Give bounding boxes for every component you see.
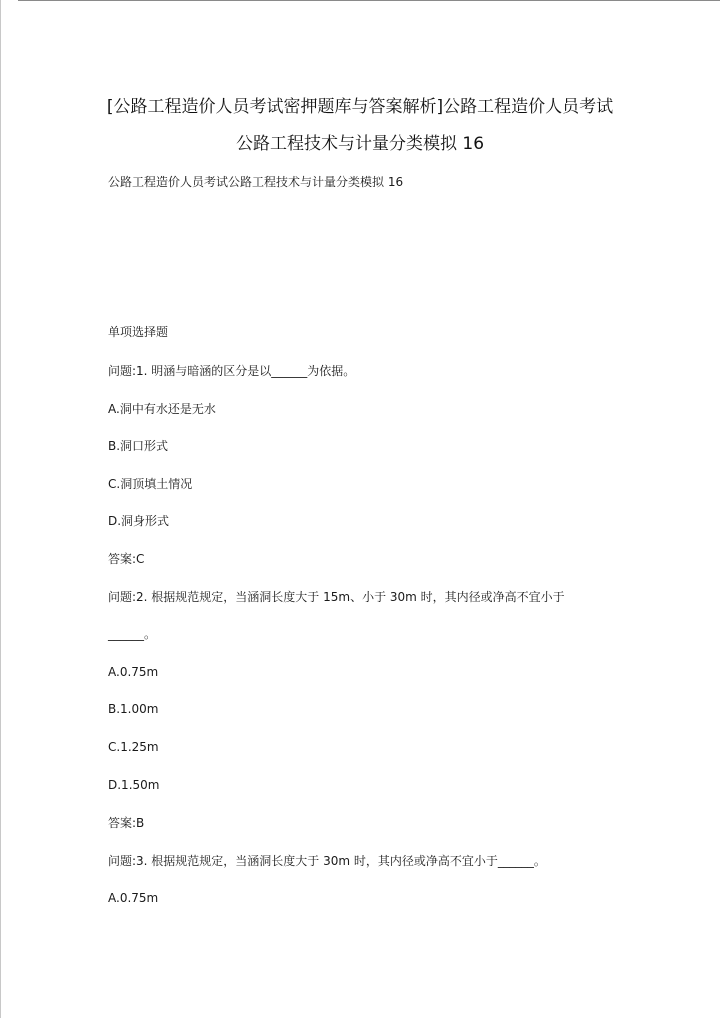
question-2-option-a: A.0.75m (108, 665, 159, 679)
question-2-option-d: D.1.50m (108, 778, 160, 792)
document-title-line-2: 公路工程技术与计量分类模拟 16 (235, 134, 485, 154)
document-title-line-1: [公路工程造价人员考试密押题库与答案解析]公路工程造价人员考试 (106, 97, 614, 117)
question-1-option-a: A.洞中有水还是无水 (108, 402, 216, 416)
question-2-stem-continuation: ______。 (108, 627, 157, 641)
question-3-option-a: A.0.75m (108, 891, 159, 905)
question-3-stem: 问题:3. 根据规范规定，当涵洞长度大于 30m 时，其内径或净高不宜小于______。 (108, 854, 546, 868)
question-1-option-b: B.洞口形式 (108, 439, 169, 453)
question-2-option-b: B.1.00m (108, 702, 159, 716)
document-subtitle: 公路工程造价人员考试公路工程技术与计量分类模拟 16 (108, 175, 404, 189)
question-1-answer: 答案:C (108, 552, 145, 566)
section-heading: 单项选择题 (108, 325, 169, 339)
question-2-option-c: C.1.25m (108, 740, 159, 754)
question-2-stem: 问题:2. 根据规范规定，当涵洞长度大于 15m、小于 30m 时，其内径或净高不宜小于 (108, 590, 565, 604)
question-1-option-d: D.洞身形式 (108, 514, 170, 528)
question-2-answer: 答案:B (108, 816, 145, 830)
question-1-stem: 问题:1. 明涵与暗涵的区分是以______为依据。 (108, 364, 356, 378)
page-top-border (18, 0, 720, 1)
question-1-option-c: C.洞顶填土情况 (108, 477, 193, 491)
